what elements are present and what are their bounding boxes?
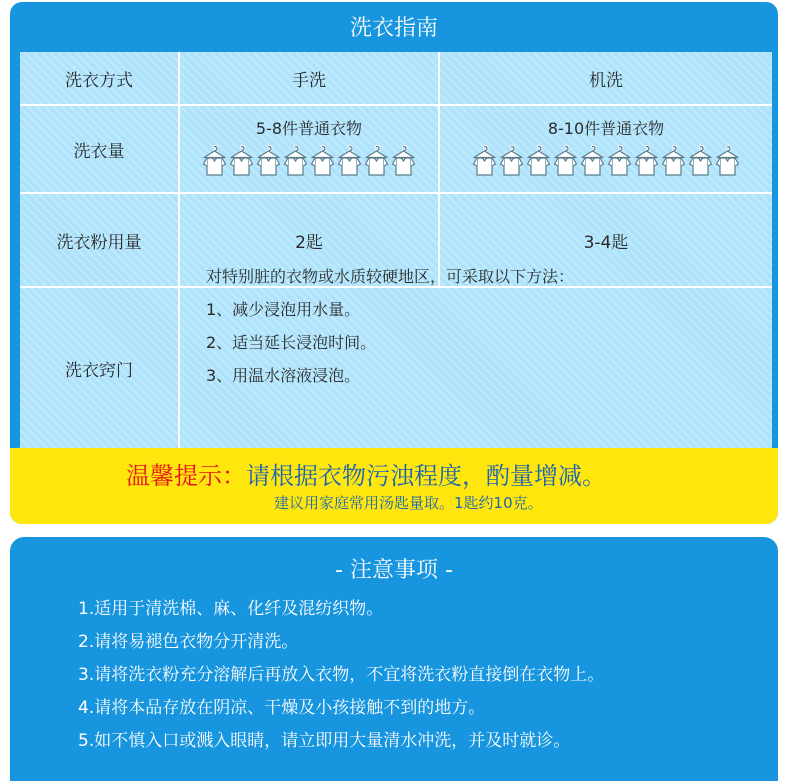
reminder-prefix: 温馨提示：	[126, 462, 246, 490]
hanging-shirt-icon	[364, 145, 389, 177]
reminder-main-line	[126, 456, 606, 491]
hanging-shirt-icon	[337, 145, 362, 177]
header-machine-wash: 机洗	[589, 70, 623, 91]
tip-item: 2、适当延长浸泡时间。	[206, 333, 377, 352]
machine-hanger-row	[472, 145, 740, 177]
machine-detergent-amount: 3-4匙	[583, 232, 629, 253]
hanging-shirt-icon	[526, 145, 551, 177]
guide-title: 洗衣指南	[349, 15, 438, 41]
notes-title: - 注意事项 -	[335, 558, 453, 583]
note-item: 4.请将本品存放在阴凉、干燥及小孩接触不到的地方。	[78, 698, 486, 718]
reminder-banner	[10, 448, 778, 524]
hanging-shirt-icon	[580, 145, 605, 177]
note-item: 5.如不慎入口或溅入眼睛，请立即用大量清水冲洗，并及时就诊。	[78, 731, 571, 751]
note-item: 3.请将洗衣粉充分溶解后再放入衣物，不宜将洗衣粉直接倒在衣物上。	[78, 665, 605, 685]
tip-item: 3、用温水溶液浸泡。	[206, 366, 361, 385]
hanging-shirt-icon	[310, 145, 335, 177]
machine-load-cell	[440, 116, 772, 177]
hanging-shirt-icon	[553, 145, 578, 177]
hand-hanger-row	[202, 145, 416, 177]
hanging-shirt-icon	[499, 145, 524, 177]
row-label-detergent: 洗衣粉用量	[56, 232, 142, 253]
hanging-shirt-icon	[256, 145, 281, 177]
hanging-shirt-icon	[391, 145, 416, 177]
row-label-tips: 洗衣窍门	[65, 360, 133, 381]
notes-list	[78, 593, 604, 758]
note-item: 2.请将易褪色衣物分开清洗。	[78, 632, 299, 652]
notes-panel	[10, 537, 778, 781]
reminder-main: 请根据衣物污浊程度，酌量增减。	[246, 462, 606, 490]
header-hand-wash: 手洗	[292, 70, 326, 91]
tips-intro: 对特别脏的衣物或水质较硬地区，可采取以下方法：	[206, 267, 575, 286]
hanging-shirt-icon	[202, 145, 227, 177]
hanging-shirt-icon	[283, 145, 308, 177]
row-label-load: 洗衣量	[73, 141, 125, 162]
machine-load-text: 8-10件普通衣物	[547, 119, 665, 138]
hanging-shirt-icon	[715, 145, 740, 177]
note-item: 1.适用于清洗棉、麻、化纤及混纺织物。	[78, 599, 384, 619]
hanging-shirt-icon	[472, 145, 497, 177]
hanging-shirt-icon	[688, 145, 713, 177]
reminder-sub: 建议用家庭常用汤匙量取。1匙约10克。	[274, 494, 543, 512]
hanging-shirt-icon	[229, 145, 254, 177]
hanging-shirt-icon	[607, 145, 632, 177]
hand-detergent-amount: 2匙	[295, 232, 323, 253]
hanging-shirt-icon	[634, 145, 659, 177]
hanging-shirt-icon	[661, 145, 686, 177]
hand-load-cell	[180, 116, 438, 177]
tips-list	[206, 260, 574, 392]
header-method: 洗衣方式	[65, 70, 133, 91]
tip-item: 1、减少浸泡用水量。	[206, 300, 361, 319]
laundry-guide-panel	[10, 2, 778, 524]
hand-load-text: 5-8件普通衣物	[255, 119, 363, 138]
